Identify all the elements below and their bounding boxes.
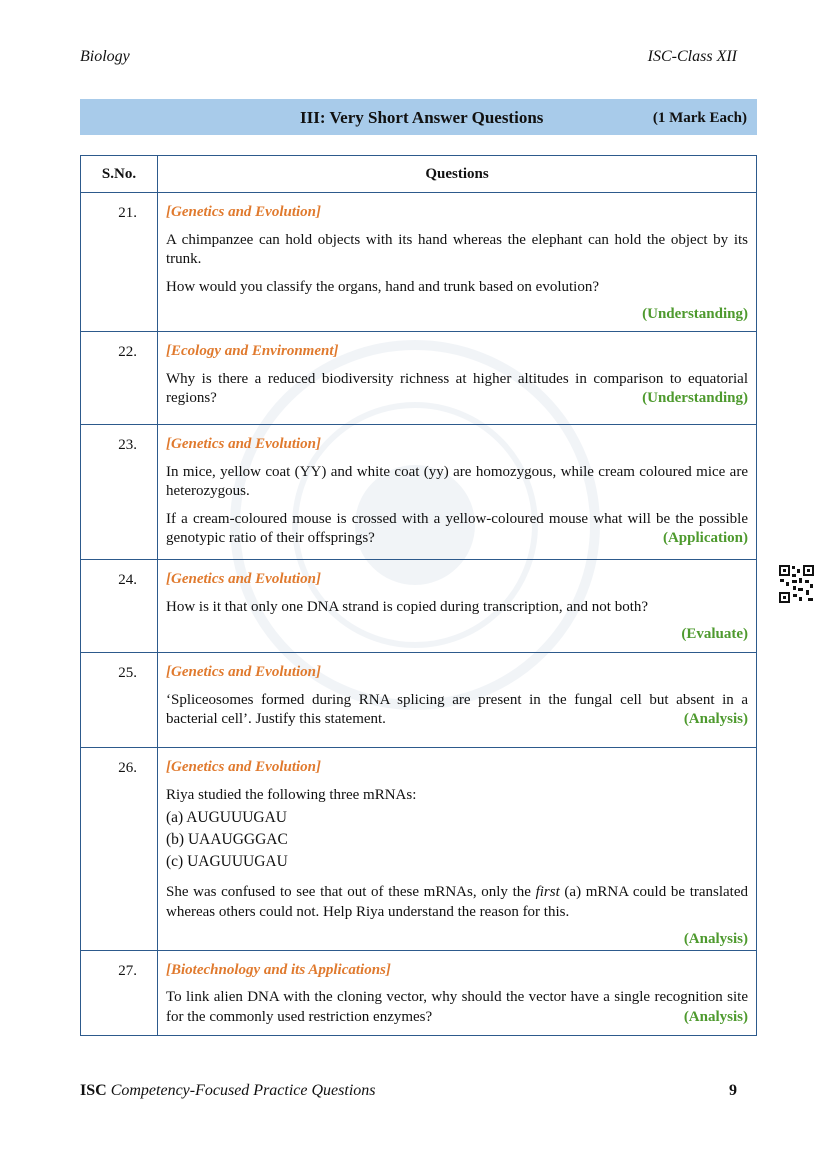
question-cell <box>158 425 757 560</box>
question-cell <box>158 653 757 748</box>
section-title: III: Very Short Answer Questions <box>300 108 544 127</box>
question-text <box>166 510 748 549</box>
question-text-span: ‘Spliceosomes formed during RNA splicing are present in the fungal cell but absent in a bacterial cell’. Justify this statement. <box>166 691 748 727</box>
table-row <box>81 560 757 653</box>
table-row <box>81 332 757 425</box>
table-row <box>81 748 757 951</box>
cognitive-level: (Evaluate) <box>681 626 748 642</box>
sno-column-header: S.No. <box>81 156 158 193</box>
table-row <box>81 193 757 332</box>
qr-code-icon <box>778 564 815 604</box>
question-topic: [Genetics and Evolution] <box>166 436 322 452</box>
table-row <box>81 425 757 560</box>
footer-brand: ISC <box>80 1082 107 1099</box>
question-topic: [Genetics and Evolution] <box>166 759 322 775</box>
footer-title: Competency-Focused Practice Questions <box>110 1082 376 1099</box>
question-number: 23. <box>81 425 158 560</box>
question-text <box>166 691 748 730</box>
list-item: (c) UAGUUUGAU <box>166 853 288 870</box>
question-number: 24. <box>81 560 158 653</box>
question-text-span: To link alien DNA with the cloning vector, why should the vector have a single recognition site for the commonly used restriction enzymes? <box>166 989 748 1025</box>
cognitive-level: (Analysis) <box>683 1008 748 1025</box>
question-text: Riya studied the following three mRNAs: <box>166 786 417 803</box>
table-header-row <box>81 156 757 193</box>
question-topic: [Genetics and Evolution] <box>166 204 322 220</box>
question-text <box>166 370 748 409</box>
question-text <box>166 883 748 922</box>
page-number: 9 <box>729 1082 737 1099</box>
cognitive-level: (Understanding) <box>642 390 748 406</box>
table-row <box>81 950 757 1036</box>
question-number: 25. <box>81 653 158 748</box>
running-footer <box>80 1082 737 1104</box>
mrna-options-list <box>166 807 748 873</box>
header-class: ISC-Class XII <box>647 48 737 65</box>
question-text-span: If a cream-coloured mouse is crossed with a yellow-coloured mouse what will be the possible genotypic ratio of their offsprings? <box>166 510 748 546</box>
question-topic: [Genetics and Evolution] <box>166 664 322 680</box>
question-text: How would you classify the organs, hand and trunk based on evolution? <box>166 278 599 295</box>
question-number: 21. <box>81 193 158 332</box>
list-item: (a) AUGUUUGAU <box>166 809 287 826</box>
section-banner <box>80 99 757 135</box>
cognitive-level: (Analysis) <box>683 711 748 727</box>
question-text <box>166 988 748 1027</box>
question-cell <box>158 950 757 1036</box>
running-header <box>80 48 737 70</box>
question-number: 26. <box>81 748 158 951</box>
question-topic: [Genetics and Evolution] <box>166 571 322 587</box>
question-text-span: She was confused to see that out of these mRNAs, only the <box>166 884 536 900</box>
question-text: How is it that only one DNA strand is copied during transcription, and not both? <box>166 598 649 615</box>
question-text-span: (a) mRNA could be translated whereas others could not. Help Riya understand the reason for this. <box>166 884 748 920</box>
header-subject: Biology <box>80 48 130 65</box>
question-text: A chimpanzee can hold objects with its hand whereas the elephant can hold the object by its trunk. <box>166 231 748 267</box>
question-text-span: Why is there a reduced biodiversity richness at higher altitudes in comparison to equatorial regions? <box>166 370 748 406</box>
list-item: (b) UAAUGGGAC <box>166 831 288 848</box>
question-cell <box>158 193 757 332</box>
table-row <box>81 653 757 748</box>
question-number: 22. <box>81 332 158 425</box>
cognitive-level: (Understanding) <box>642 306 748 322</box>
question-cell <box>158 560 757 653</box>
cognitive-level: (Application) <box>662 530 748 546</box>
section-marks: (1 Mark Each) <box>652 110 747 126</box>
cognitive-level: (Analysis) <box>683 931 748 947</box>
questions-column-header: Questions <box>158 156 757 193</box>
questions-table <box>80 155 757 1036</box>
question-cell <box>158 332 757 425</box>
emphasis-text: first <box>535 884 560 900</box>
question-topic: [Biotechnology and its Applications] <box>166 961 391 978</box>
question-topic: [Ecology and Environment] <box>166 343 339 359</box>
question-cell <box>158 748 757 951</box>
question-number: 27. <box>81 950 158 1036</box>
question-text: In mice, yellow coat (YY) and white coat (yy) are homozygous, while cream coloured mice are heterozygous. <box>166 463 748 499</box>
